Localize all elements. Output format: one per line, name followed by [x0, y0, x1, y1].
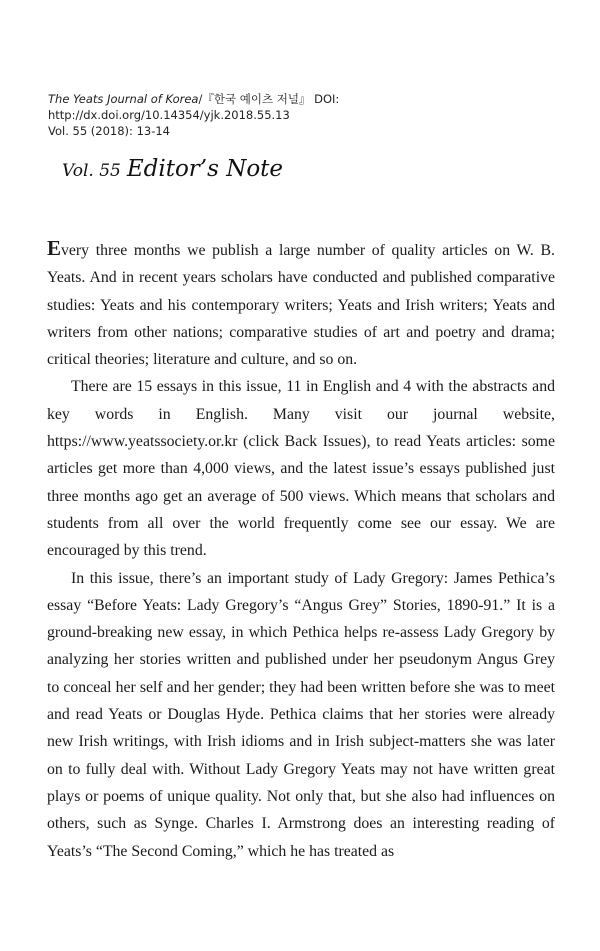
journal-name: The Yeats Journal of Korea	[48, 92, 199, 106]
citation-line	[48, 91, 568, 123]
title-main: Editor’s Note	[126, 156, 284, 182]
paragraph-1-text: very three months we publish a large number of quality articles on W. B. Yeats. And in recent years scholars have conducted and published comparative studies: Yeats and his contemporary writers; Yeats and Irish writers; Yeats and writers from other nations; comparative studies of art and poetry and drama; critical theories; literature and culture, and so on.	[47, 242, 555, 369]
journal-header	[48, 91, 568, 139]
volume-line: Vol. 55 (2018): 13-14	[48, 124, 170, 138]
paragraph-1	[47, 235, 555, 373]
title-volume: Vol. 55	[62, 161, 121, 181]
page-title	[62, 156, 283, 182]
paragraph-3: In this issue, there’s an important study of Lady Gregory: James Pethica’s essay “Before Yeats: Lady Gregory’s “Angus Grey” Stories, 1890-91.” It is a ground-breaking new essay, in which Pethica helps re-assess Lady Gregory by analyzing her stories written and published under her pseudonym Angus Grey to conceal her self and her gender; they had been written before she was to meet and read Yeats or Douglas Hyde. Pethica claims that her stories were already new Irish writings, with Irish idioms and in Irish subject-matters she was later on to fully deal with. Without Lady Gregory Yeats may not have written great plays or poems of unique quality. Not only that, but she also had influences on others, such as Synge. Charles I. Armstrong does an interesting reading of Yeats’s “The Second Coming,” which he has treated as	[47, 569, 555, 860]
article-body	[47, 235, 555, 865]
journal-korean-name: /『한국 예이츠 저널』	[198, 92, 311, 106]
drop-cap: E	[47, 236, 62, 260]
doi-link[interactable]: DOI: http://dx.doi.org/10.14354/yjk.2018.55.13	[48, 92, 340, 122]
paragraph-2: There are 15 essays in this issue, 11 in English and 4 with the abstracts and key words in English. Many visit our journal website, https://www.yeatssociety.or.kr (click Back Issues), to read Yeats articles: some articles get more than 4,000 views, and the latest issue’s essays published just three months ago get an average of 500 views. Which means that scholars and students from all over the world frequently come see our essay. We are encouraged by this trend.	[47, 378, 555, 560]
